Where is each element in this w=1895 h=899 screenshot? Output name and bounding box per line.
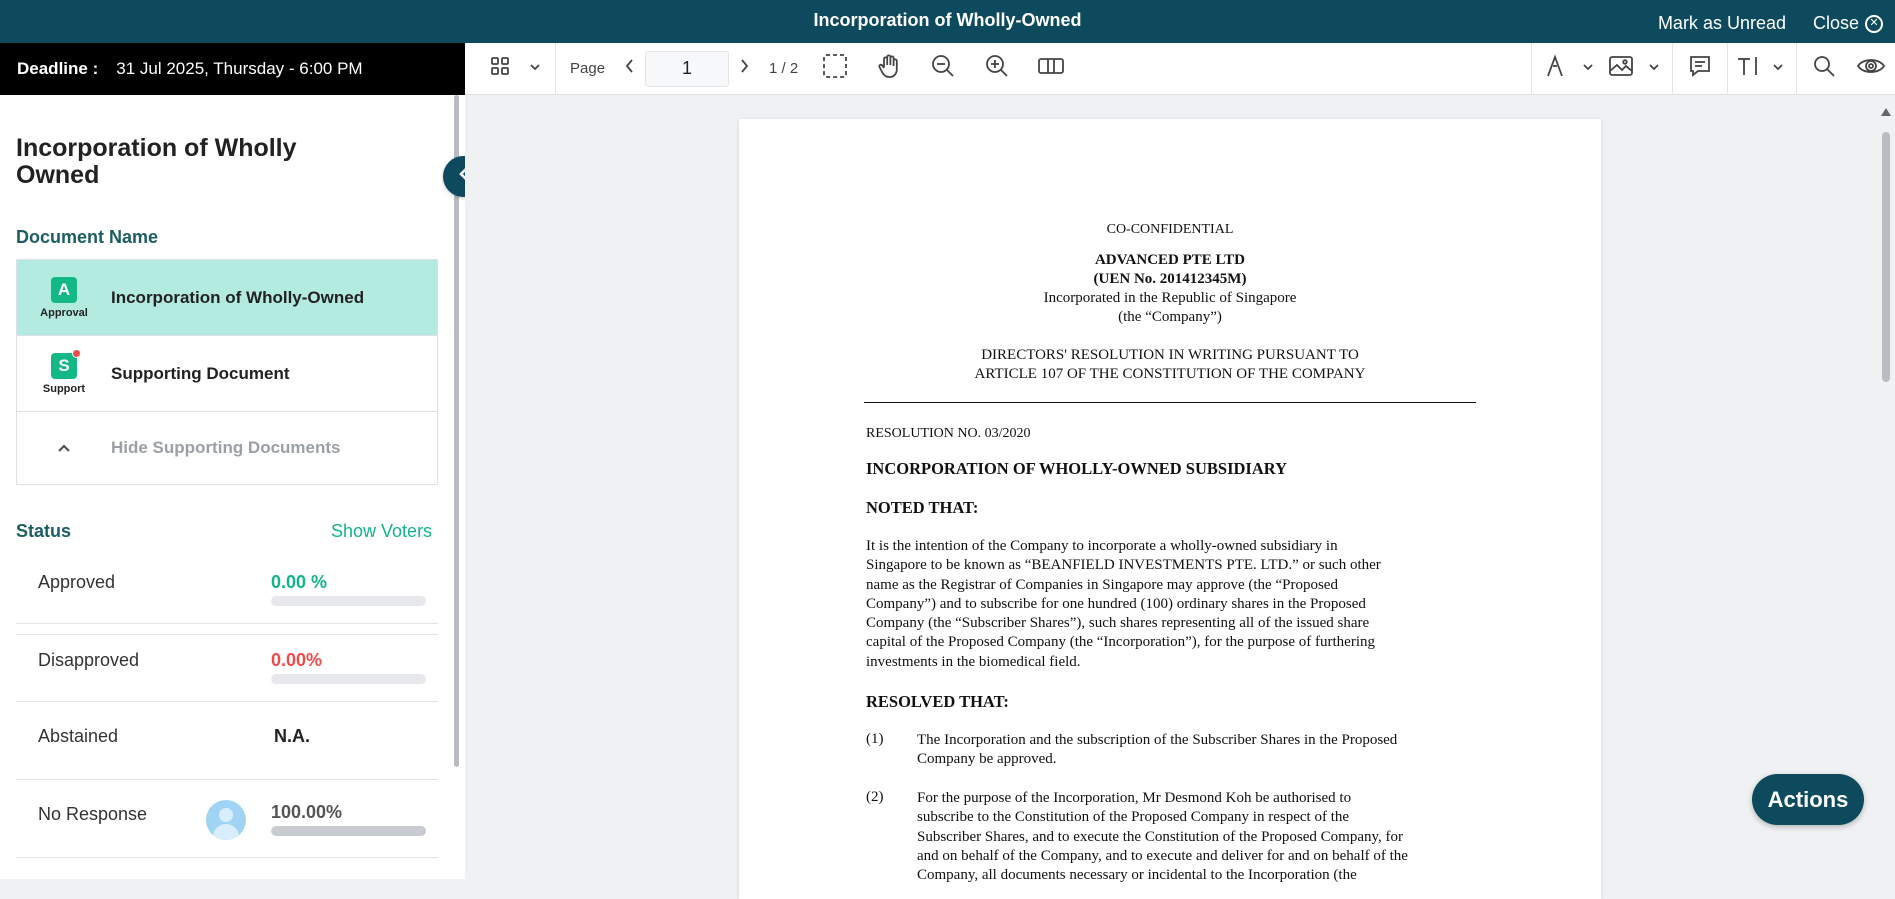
- resolved-that-heading: RESOLVED THAT:: [866, 692, 1009, 711]
- paragraph-line: Company (the “Subscriber Shares”), such shares representing all of the issued share: [866, 615, 1370, 632]
- deadline-label: Deadline :: [17, 59, 99, 78]
- document-type-badge: [17, 353, 111, 395]
- paragraph-line: investments in the biomedical field.: [866, 653, 1081, 670]
- zoom-in-button[interactable]: [970, 49, 1024, 89]
- avatar-body: [213, 824, 239, 840]
- two-page-view-button[interactable]: [1024, 49, 1078, 89]
- status-progress-bar: [271, 674, 426, 684]
- status-value: 0.00%: [271, 650, 323, 670]
- document-type-badge: [17, 277, 111, 319]
- document-list: [16, 259, 438, 485]
- support-doc-icon: [51, 353, 77, 379]
- mark-as-unread-button[interactable]: Mark as Unread: [1657, 13, 1786, 33]
- status-value: N.A.: [274, 726, 310, 746]
- paragraph-line: name as the Registrar of Companies in Singapore may approve (the “Proposed: [866, 576, 1338, 593]
- status-label: Status: [16, 521, 72, 541]
- marquee-select-button[interactable]: [808, 49, 862, 89]
- status-value: 0.00 %: [271, 572, 328, 592]
- page-number-input[interactable]: [645, 51, 729, 87]
- pen-icon: [1544, 54, 1566, 83]
- paragraph-line: For the purpose of the Incorporation, Mr Desmond Koh be authorised to: [917, 790, 1352, 806]
- next-page-button[interactable]: [729, 49, 759, 89]
- status-name: Approved: [38, 572, 116, 592]
- paragraph-line: The Incorporation and the subscription of the Subscriber Shares in the Proposed: [917, 732, 1398, 748]
- window-title: Incorporation of Wholly-Owned: [813, 10, 1082, 30]
- item-number: (2): [866, 789, 884, 805]
- thumbnails-icon: [490, 56, 510, 81]
- noted-that-paragraph: [866, 537, 1381, 672]
- two-page-view-icon: [1037, 55, 1065, 82]
- search-button[interactable]: [1797, 49, 1851, 89]
- item-number: (1): [866, 731, 884, 747]
- view-icon: [1856, 55, 1886, 82]
- document-name-label: Document Name: [16, 227, 159, 247]
- thumbnails-button[interactable]: [475, 49, 525, 89]
- document-item-approval[interactable]: [17, 260, 437, 336]
- resolution-item-1: [917, 731, 1477, 770]
- status-row-no-response: [16, 780, 438, 858]
- image-icon: [1608, 55, 1634, 82]
- top-bar: [0, 0, 1895, 43]
- confidential-label: CO-CONFIDENTIAL: [1106, 222, 1234, 237]
- document-item-support[interactable]: [17, 336, 437, 412]
- scroll-up-arrow-icon[interactable]: [1881, 108, 1891, 116]
- resolution-heading-line-2: ARTICLE 107 OF THE CONSTITUTION OF THE COMPANY: [974, 366, 1366, 382]
- deadline-value: 31 Jul 2025, Thursday - 6:00 PM: [116, 59, 363, 78]
- deadline-bar: [0, 43, 465, 95]
- status-rows: [16, 546, 438, 858]
- text-tool-dropdown[interactable]: [1768, 49, 1788, 89]
- status-row-disapproved: [16, 624, 438, 702]
- document-page: [739, 119, 1601, 899]
- paragraph-line: Singapore to be known as “BEANFIELD INVESTMENTS PTE. LTD.” or such other: [866, 557, 1381, 574]
- page-label: Page: [570, 60, 606, 77]
- paragraph-line: Company be approved.: [917, 751, 1057, 768]
- status-progress-bar: [271, 826, 426, 836]
- company-uen: (UEN No. 201412345M): [1093, 271, 1247, 287]
- prev-page-icon: [624, 58, 636, 79]
- document-name: Incorporation of Wholly-Owned: [111, 287, 365, 307]
- chevron-down-icon: [529, 60, 541, 78]
- company-name: ADVANCED PTE LTD: [1094, 252, 1246, 268]
- document-type-label: Approval: [40, 306, 88, 319]
- close-icon: ✕: [1865, 15, 1883, 33]
- resolution-heading-line-1: DIRECTORS' RESOLUTION IN WRITING PURSUANT TO: [981, 347, 1359, 363]
- image-tool-button[interactable]: [1598, 49, 1644, 89]
- chevron-down-icon: [1648, 60, 1660, 78]
- resolution-number: RESOLUTION NO. 03/2020: [866, 426, 1031, 441]
- pen-tool-dropdown[interactable]: [1578, 49, 1598, 89]
- status-row-abstained: [16, 702, 438, 780]
- paragraph-line: subscribe to the Constitution of the Proposed Company in respect of the: [917, 809, 1350, 826]
- noted-that-heading: NOTED THAT:: [866, 498, 979, 517]
- zoom-out-icon: [930, 53, 956, 84]
- show-voters-link[interactable]: Show Voters: [331, 521, 433, 541]
- paragraph-line: Company, all documents necessary or incidental to the Incorporation (the: [917, 867, 1357, 884]
- paragraph-line: Subscriber Shares, and to execute the Constitution of the Proposed Company, for: [917, 828, 1404, 845]
- chevron-down-icon: [1582, 60, 1594, 78]
- paragraph-line: capital of the Proposed Company (the “Incorporation”), for the purpose of furthering: [866, 634, 1376, 651]
- status-progress-bar: [271, 596, 426, 606]
- thumbnails-dropdown[interactable]: [525, 49, 545, 89]
- text-tool-icon: [1736, 55, 1760, 82]
- viewer-scrollbar[interactable]: [1882, 132, 1890, 382]
- comment-tool-button[interactable]: [1673, 49, 1727, 89]
- paragraph-line: Company”) and to subscribe for one hundred (100) ordinary shares in the Proposed: [866, 595, 1366, 612]
- chevron-down-icon: [1772, 60, 1784, 78]
- next-page-icon: [738, 58, 750, 79]
- status-name: Disapproved: [38, 650, 140, 670]
- avatar[interactable]: [206, 800, 246, 840]
- heading-rule: [864, 402, 1476, 403]
- toggle-icon-wrap: [17, 438, 111, 459]
- close-label: Close: [1812, 13, 1859, 33]
- pan-button[interactable]: [862, 49, 916, 89]
- paragraph-line: and on behalf of the Company, and to execute and deliver for and on behalf of the: [917, 847, 1408, 864]
- document-type-label: Support: [42, 382, 86, 395]
- status-progress-fill: [271, 826, 426, 836]
- status-name: No Response: [38, 804, 148, 824]
- pen-tool-button[interactable]: [1532, 49, 1578, 89]
- zoom-in-icon: [984, 53, 1010, 84]
- marquee-select-icon: [822, 53, 848, 84]
- image-tool-dropdown[interactable]: [1644, 49, 1664, 89]
- actions-button[interactable]: Actions: [1752, 774, 1864, 825]
- incorporated-line: Incorporated in the Republic of Singapore: [1043, 290, 1297, 306]
- viewer-toolbar: [465, 43, 1895, 95]
- avatar-head: [219, 808, 233, 822]
- toolbar-divider: [555, 43, 556, 95]
- document-name: Supporting Document: [111, 363, 290, 383]
- search-icon: [1812, 54, 1836, 83]
- page-total: 1 / 2: [769, 60, 799, 77]
- chevron-up-icon: [56, 438, 72, 459]
- status-row-approved: [16, 546, 438, 624]
- status-name: Abstained: [38, 726, 119, 746]
- hide-supporting-label: Hide Supporting Documents: [111, 438, 341, 457]
- close-button[interactable]: [1813, 13, 1883, 34]
- resolution-subject: INCORPORATION OF WHOLLY-OWNED SUBSIDIARY: [866, 459, 1288, 478]
- support-doc-letter: S: [58, 355, 70, 375]
- paragraph-line: It is the intention of the Company to incorporate a wholly-owned subsidiary in: [866, 538, 1338, 554]
- unread-dot-icon: [72, 349, 81, 358]
- hide-supporting-documents-toggle[interactable]: [17, 412, 437, 484]
- text-tool-button[interactable]: [1728, 49, 1768, 89]
- prev-page-button[interactable]: [615, 49, 645, 89]
- status-value: 100.00%: [271, 802, 343, 822]
- pan-hand-icon: [876, 53, 902, 84]
- view-mode-button[interactable]: [1851, 49, 1891, 89]
- approval-doc-icon: A: [51, 277, 77, 303]
- sidebar-title: Incorporation of Wholly Owned: [16, 134, 297, 189]
- zoom-out-button[interactable]: [916, 49, 970, 89]
- company-alias: (the “Company”): [1118, 309, 1222, 325]
- resolution-item-2: [917, 789, 1477, 885]
- comment-icon: [1688, 54, 1712, 83]
